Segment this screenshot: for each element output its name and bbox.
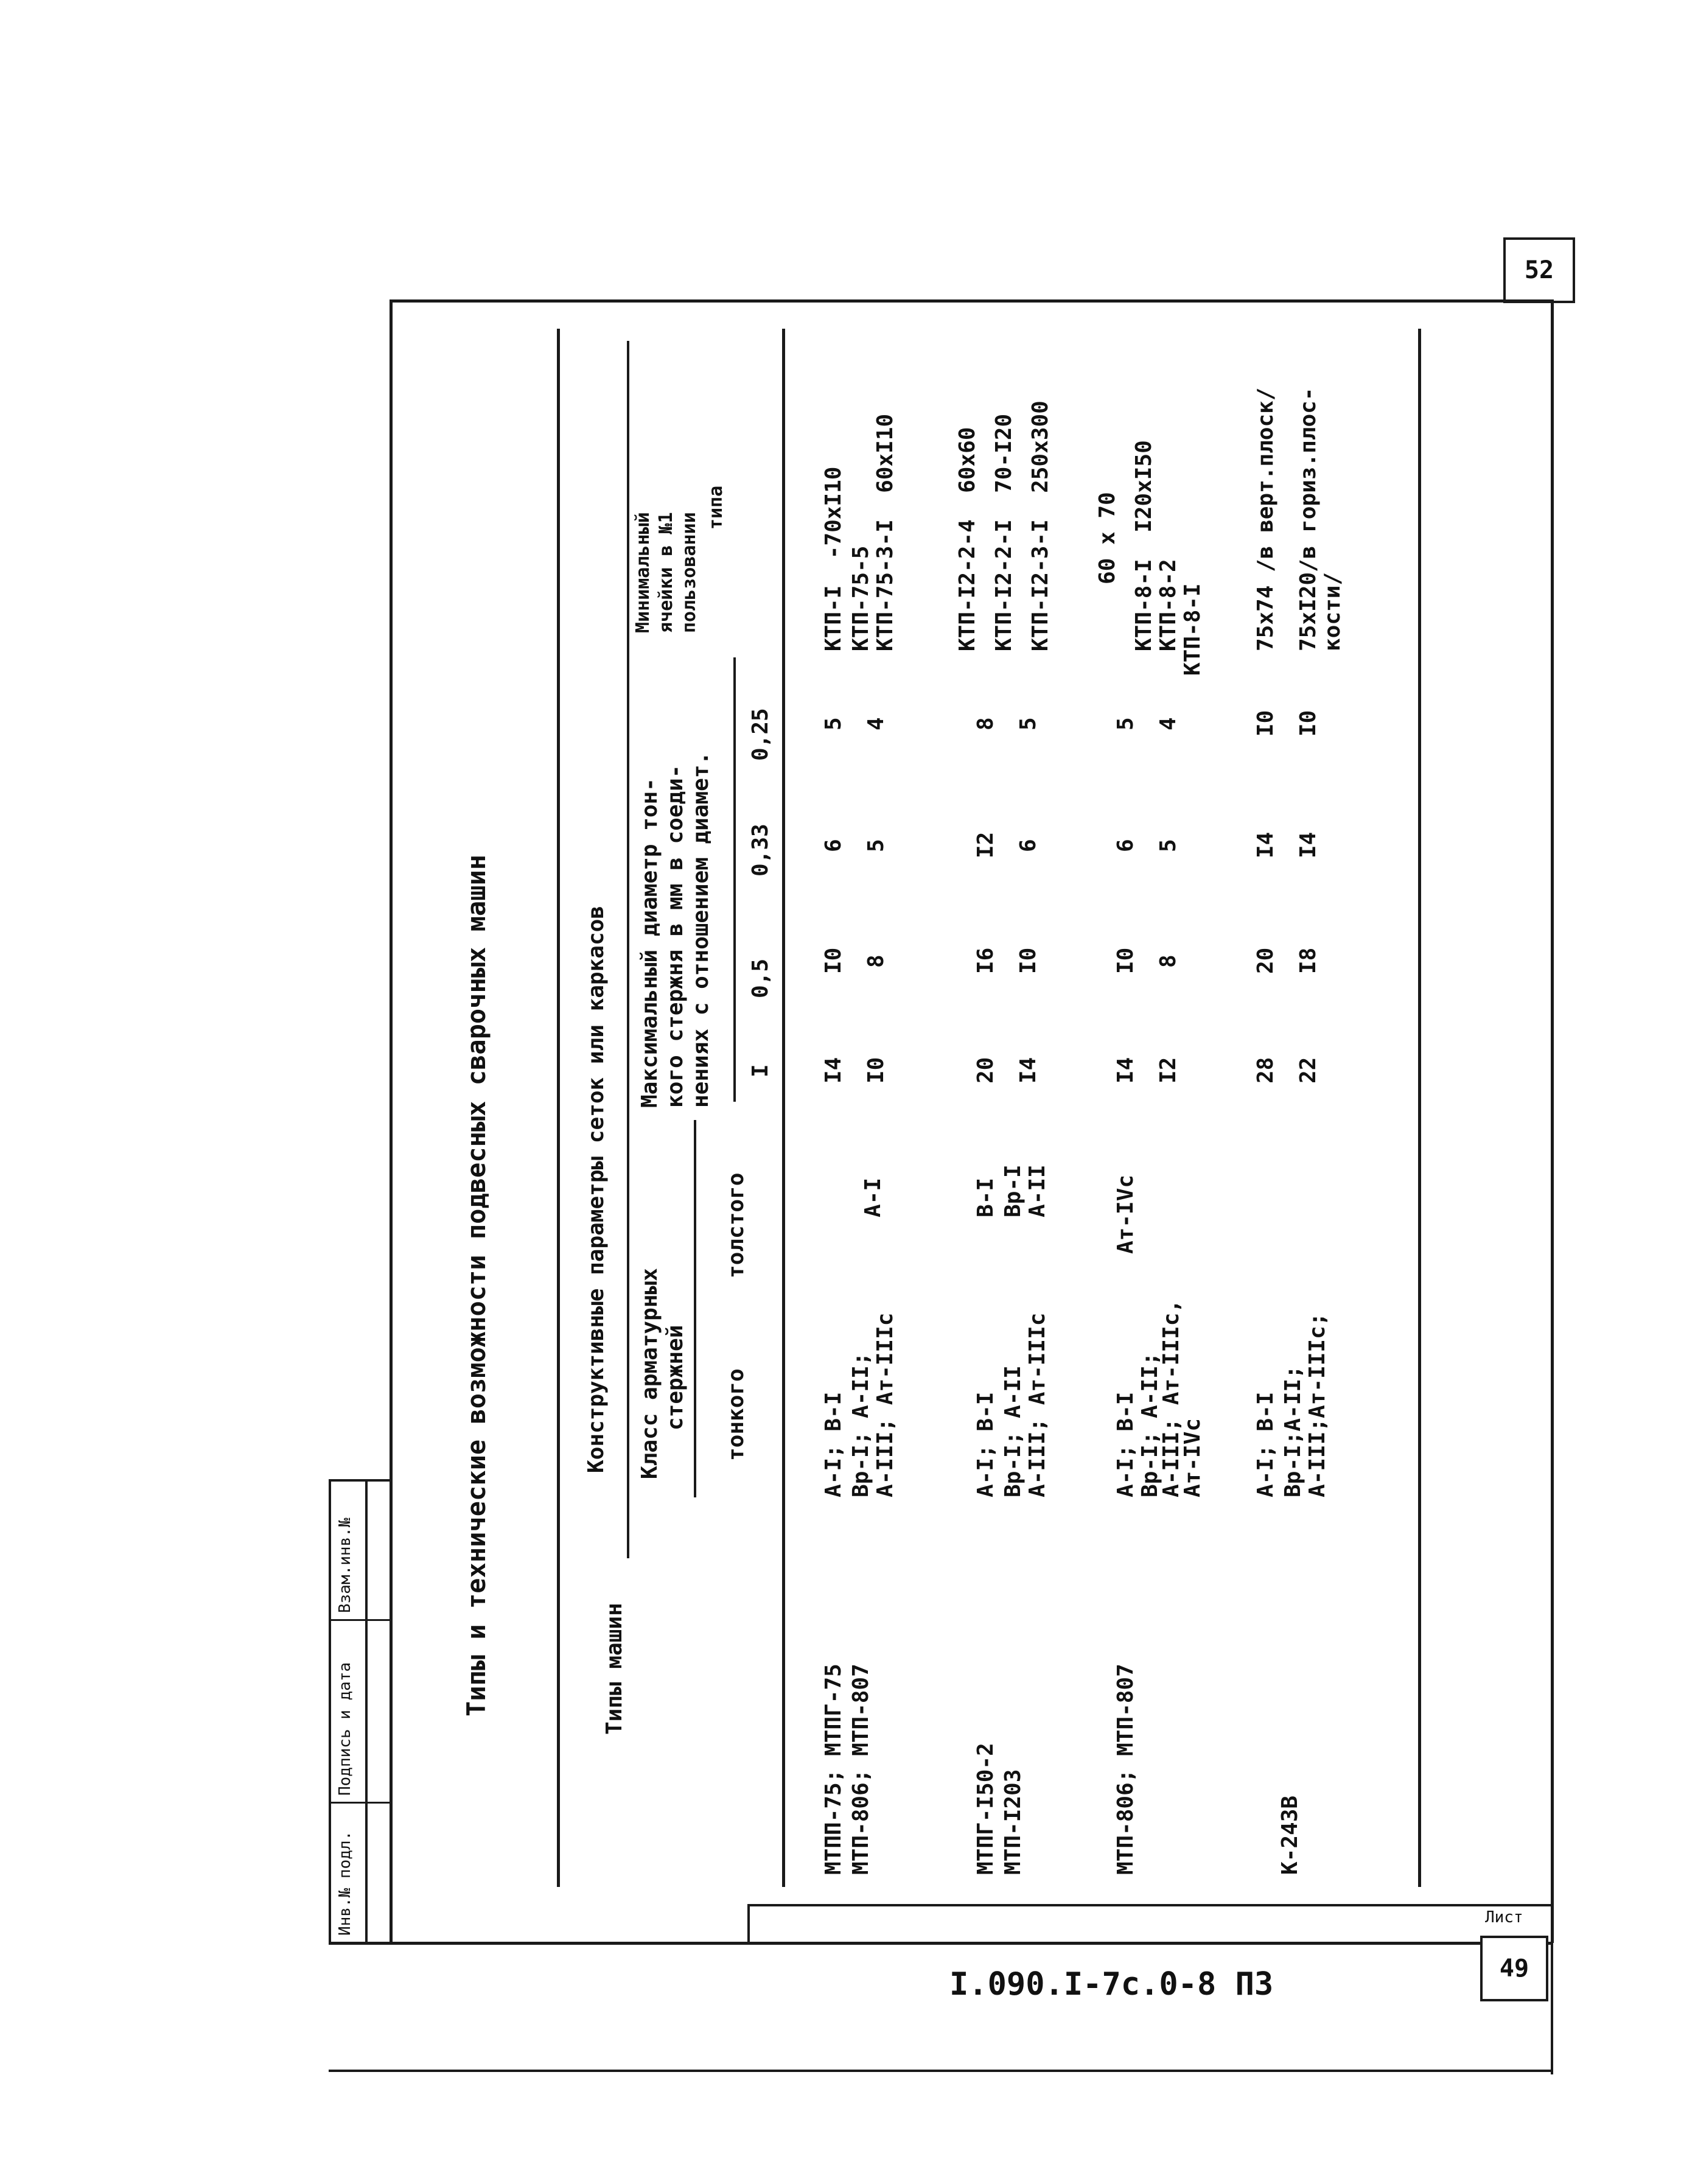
table-cell: 4 <box>1156 717 1181 730</box>
table-title: Типы и технические возможности подвесных сварочных машин <box>461 854 491 1717</box>
frame-right <box>1551 299 1554 1943</box>
page-number-top-text: 52 <box>1524 256 1554 284</box>
table-cell: 5 <box>1156 839 1181 852</box>
table-cell: КТП-I2-3-I 250х300 <box>1028 401 1053 651</box>
header-machine-types: Типы машин <box>602 1603 627 1735</box>
table-cell: I0 <box>1113 947 1138 974</box>
table-cell: 28 <box>1253 1057 1278 1083</box>
table-cell: Вр-I;А-II; <box>1281 1365 1305 1497</box>
table-cell: I4 <box>1253 831 1278 858</box>
header-ratio-05: 0,5 <box>748 958 773 998</box>
header-constructive-params: Конструктивные параметры сеток или каркасов <box>584 906 609 1473</box>
titleblock-left <box>747 1904 750 1944</box>
titleblock-top <box>747 1904 1552 1906</box>
header-rebar-class-1: Класс арматурных <box>637 1268 662 1479</box>
table-cell: 4 <box>864 717 889 730</box>
table-cell: 8 <box>864 954 889 968</box>
header-max-diameter-3: нениях с отношением диамет. <box>688 751 713 1108</box>
table-cell: КТП-8-I I20хI50 <box>1131 440 1156 651</box>
table-cell: I4 <box>821 1057 846 1083</box>
table-cell: 6 <box>1016 839 1041 852</box>
header-ratio-025: 0,25 <box>748 708 773 761</box>
stamp-top <box>329 1479 392 1482</box>
table-cell: Ат-IVс <box>1180 1418 1205 1497</box>
header-min-cell-4: типа <box>705 485 727 530</box>
table-cell: В-I <box>973 1177 998 1217</box>
table-cell: 75х74 /в верт.плоск/ <box>1253 387 1278 651</box>
table-row: МТПГ-I50-2 <box>973 1743 998 1875</box>
table-cell: А-I; В-I <box>1253 1391 1278 1497</box>
table-cell: Вр-I <box>1001 1164 1026 1217</box>
frame-left <box>390 299 393 1943</box>
stamp-divider-2 <box>329 1802 392 1804</box>
header-sub-line <box>627 341 629 1558</box>
table-line-right <box>1418 329 1421 1887</box>
header-rebar-class-2: стержней <box>663 1325 688 1430</box>
titleblock-bottom <box>329 2070 1553 2072</box>
header-max-diameter-1: Максимальный диаметр тон- <box>637 778 662 1108</box>
table-cell: I6 <box>973 947 998 974</box>
titleblock-right-edge <box>1551 1904 1553 2074</box>
table-cell: I0 <box>1016 947 1041 974</box>
table-cell: А-I <box>861 1177 886 1217</box>
header-thick: толстого <box>724 1172 749 1278</box>
table-cell: 8 <box>1156 954 1181 968</box>
header-ratio-033: 0,33 <box>748 824 773 877</box>
table-cell: 5 <box>1113 717 1138 730</box>
table-cell: А-II <box>1025 1164 1050 1217</box>
table-row: МТП-806; МТП-807 <box>1113 1664 1138 1875</box>
table-cell: 60 х 70 <box>1095 492 1120 584</box>
table-cell: 5 <box>821 717 846 730</box>
sheet-number: 49 <box>1499 1955 1529 1983</box>
table-cell: I2 <box>1156 1057 1181 1083</box>
header-min-cell-2: ячейки в №1 <box>655 512 677 633</box>
table-cell: 5 <box>864 839 889 852</box>
header-min-cell-1: Минимальный <box>632 512 654 633</box>
table-cell: КТП-I2-2-I 70-I20 <box>991 413 1016 651</box>
table-row: МТП-I203 <box>1001 1769 1026 1875</box>
document-code: I.090.I-7с.0-8 ПЗ <box>949 1966 1274 2003</box>
table-cell: КТП-75-5 <box>848 545 873 651</box>
table-row: МТПП-75; МТПГ-75 <box>821 1664 846 1875</box>
table-cell: А-III;Ат-IIIс; <box>1305 1312 1330 1497</box>
table-cell: I0 <box>821 947 846 974</box>
stamp-outer-left <box>329 1479 331 1943</box>
table-cell: I0 <box>864 1057 889 1083</box>
header-diam-line <box>733 657 736 1102</box>
table-row: К-243В <box>1277 1795 1302 1875</box>
sheet-label: Лист <box>1485 1908 1523 1927</box>
table-cell: Вр-I; А-II <box>1001 1365 1026 1497</box>
table-cell: А-I; В-I <box>1113 1391 1138 1497</box>
header-class-line <box>694 1120 696 1497</box>
sheet-number-box <box>1480 1936 1548 2001</box>
table-cell: I4 <box>1113 1057 1138 1083</box>
table-cell: I4 <box>1296 831 1321 858</box>
table-cell: КТП-I2-2-4 60х60 <box>955 427 980 651</box>
header-min-cell-3: пользовании <box>679 512 700 633</box>
header-thin: тонкого <box>724 1368 749 1461</box>
table-cell: I0 <box>1253 710 1278 737</box>
table-cell: КТП-I -70хI10 <box>821 466 846 651</box>
table-cell: КТП-75-3-I 60хI10 <box>873 413 898 651</box>
table-cell: I8 <box>1296 947 1321 974</box>
table-cell: 8 <box>973 717 998 730</box>
table-cell: А-I; В-I <box>821 1391 846 1497</box>
table-line-header <box>782 329 785 1887</box>
table-cell: А-III; Ат-IIIс <box>873 1312 898 1497</box>
table-cell: Ат-IVс <box>1113 1174 1138 1254</box>
table-cell: Вр-I; А-II; <box>848 1352 873 1497</box>
table-cell: I2 <box>973 831 998 858</box>
table-cell: 20 <box>1253 947 1278 974</box>
table-cell: 6 <box>821 839 846 852</box>
table-cell: 22 <box>1296 1057 1321 1083</box>
frame-top <box>390 299 1552 303</box>
table-cell: 5 <box>1016 717 1041 730</box>
header-ratio-1: I <box>748 1064 773 1077</box>
frame-bottom <box>329 1942 1552 1945</box>
stamp-cell-1: Инв.№ подл. <box>336 1830 354 1936</box>
stamp-cell-3: Взам.инв.№ <box>336 1517 354 1613</box>
table-line-left <box>557 329 560 1887</box>
stamp-inner <box>365 1479 368 1943</box>
table-cell: КТП-8-2 <box>1156 559 1181 651</box>
stamp-divider-1 <box>329 1619 392 1621</box>
table-cell: А-I; В-I <box>973 1391 998 1497</box>
table-cell: 75хI20/в гориз.плос- <box>1296 387 1321 651</box>
table-cell: I0 <box>1296 710 1321 737</box>
table-row: МТП-806; МТП-807 <box>848 1664 873 1875</box>
table-cell: кости/ <box>1320 572 1345 651</box>
header-max-diameter-2: кого стержня в мм в соеди- <box>663 765 688 1108</box>
table-cell: КТП-8-I <box>1180 583 1205 676</box>
stamp-cell-2: Подпись и дата <box>336 1662 354 1796</box>
table-cell: 20 <box>973 1057 998 1083</box>
table-cell: А-III; Ат-IIIс <box>1025 1312 1050 1497</box>
table-cell: I4 <box>1016 1057 1041 1083</box>
table-cell: А-III; Ат-IIIс, <box>1159 1299 1184 1497</box>
table-cell: Вр-I; А-II; <box>1138 1352 1162 1497</box>
table-cell: 6 <box>1113 839 1138 852</box>
page-number-top <box>1503 237 1575 303</box>
